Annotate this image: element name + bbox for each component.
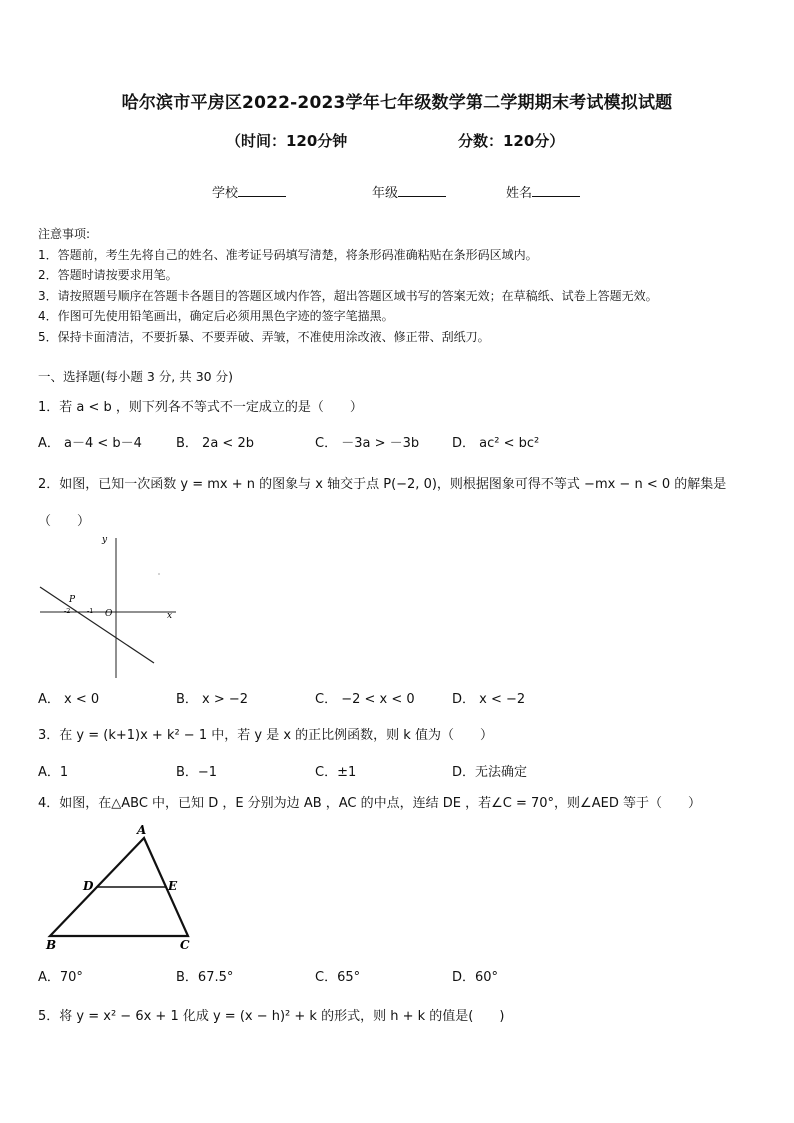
function-line [40,587,154,663]
x-axis-label: x [167,611,173,621]
exam-score: 分数：120分） [458,132,565,150]
notes-item: 3．请按照题号顺序在答题卡各题目的答题区域内作答，超出答题区域书写的答案无效；在草稿纸、试卷上答题无效。 [38,288,658,303]
question-3-option-a: A．1 [38,765,69,780]
question-3-option-d: D．无法确定 [452,765,528,780]
notes-heading: 注意事项: [38,227,91,241]
section-heading: 一、选择题(每小题 3 分, 共 30 分) [38,369,233,384]
vertex-a-label: A [137,823,147,837]
question-2-stem-end: （ ） [38,514,91,529]
question-4-option-b: B．67.5° [176,970,234,985]
question-2-graph [36,532,186,682]
notes-block [38,224,658,347]
question-5-stem: 5．将 y = x² − 6x + 1 化成 y = (x − h)² + k 的形式，则 h + k 的值是( ) [38,1009,505,1024]
question-3-option-b: B．−1 [176,765,218,780]
vertex-c-label: C [180,938,190,952]
question-4-option-a: A．70° [38,970,83,985]
tick-label-neg2: -2 [64,607,71,615]
name-blank [532,184,580,197]
question-2-option-a: A． x < 0 [38,692,100,707]
exam-time: （时间：120分钟 [226,132,348,150]
name-field [506,182,580,201]
notes-item: 4．作图可先使用铅笔画出，确定后必须用黑色字迹的签字笔描黑。 [38,309,394,323]
question-2-option-d: D． x < −2 [452,692,526,707]
question-1-option-a: A． a－4 < b－4 [38,436,142,451]
question-2-option-c: C． −2 < x < 0 [315,692,415,707]
question-4-option-d: D．60° [452,970,499,985]
grade-blank [398,184,446,197]
question-3-option-c: C．±1 [315,765,357,780]
question-4-option-c: C．65° [315,970,361,985]
name-label: 姓名 [506,186,533,201]
question-2-stem: 2．如图，已知一次函数 y = mx + n 的图象与 x 轴交于点 P(−2, 0)，则根据图象可得不等式 −mx − n < 0 的解集是 [38,477,727,492]
notes-item: 1．答题前，考生先将自己的姓名、准考证号码填写清楚，将条形码准确粘贴在条形码区域内。 [38,247,538,262]
question-2-option-b: B． x > −2 [176,692,249,707]
school-blank [238,184,286,197]
school-label: 学校 [212,186,239,201]
question-1-option-c: C． －3a > －3b [315,436,420,451]
point-e-label: E [168,879,178,893]
question-3-stem: 3．在 y = (k+1)x + k² − 1 中，若 y 是 x 的正比例函数，则 k 值为（ ） [38,728,493,743]
origin-label: O [105,609,113,619]
question-1-option-d: D． ac² < bc² [452,436,540,451]
point-p-label: P [69,595,76,605]
school-field [212,182,286,201]
exam-title: 哈尔滨市平房区2022-2023学年七年级数学第二学期期末考试模拟试题 [121,93,673,113]
y-axis-label: y [102,535,108,545]
grade-label: 年级 [372,186,399,201]
notes-item: 5．保持卡面清洁，不要折暴、不要弄破、弄皱，不准使用涂改液、修正带、刮纸刀。 [38,329,490,344]
point-d-label: D [83,879,94,893]
question-1-stem: 1．若 a < b ，则下列各不等式不一定成立的是（ ） [38,400,363,415]
tick-label-neg1: -1 [87,607,94,615]
grade-field [372,182,446,201]
question-4-triangle [40,820,200,955]
question-4-stem: 4．如图，在△ABC 中，已知 D ，E 分别为边 AB ，AC 的中点，连结 DE ，若∠C = 70°，则∠AED 等于（ ） [38,796,701,811]
question-1-option-b: B． 2a < 2b [176,436,254,451]
vertex-b-label: B [46,938,57,952]
notes-item: 2．答题时请按要求用笔。 [38,268,178,282]
